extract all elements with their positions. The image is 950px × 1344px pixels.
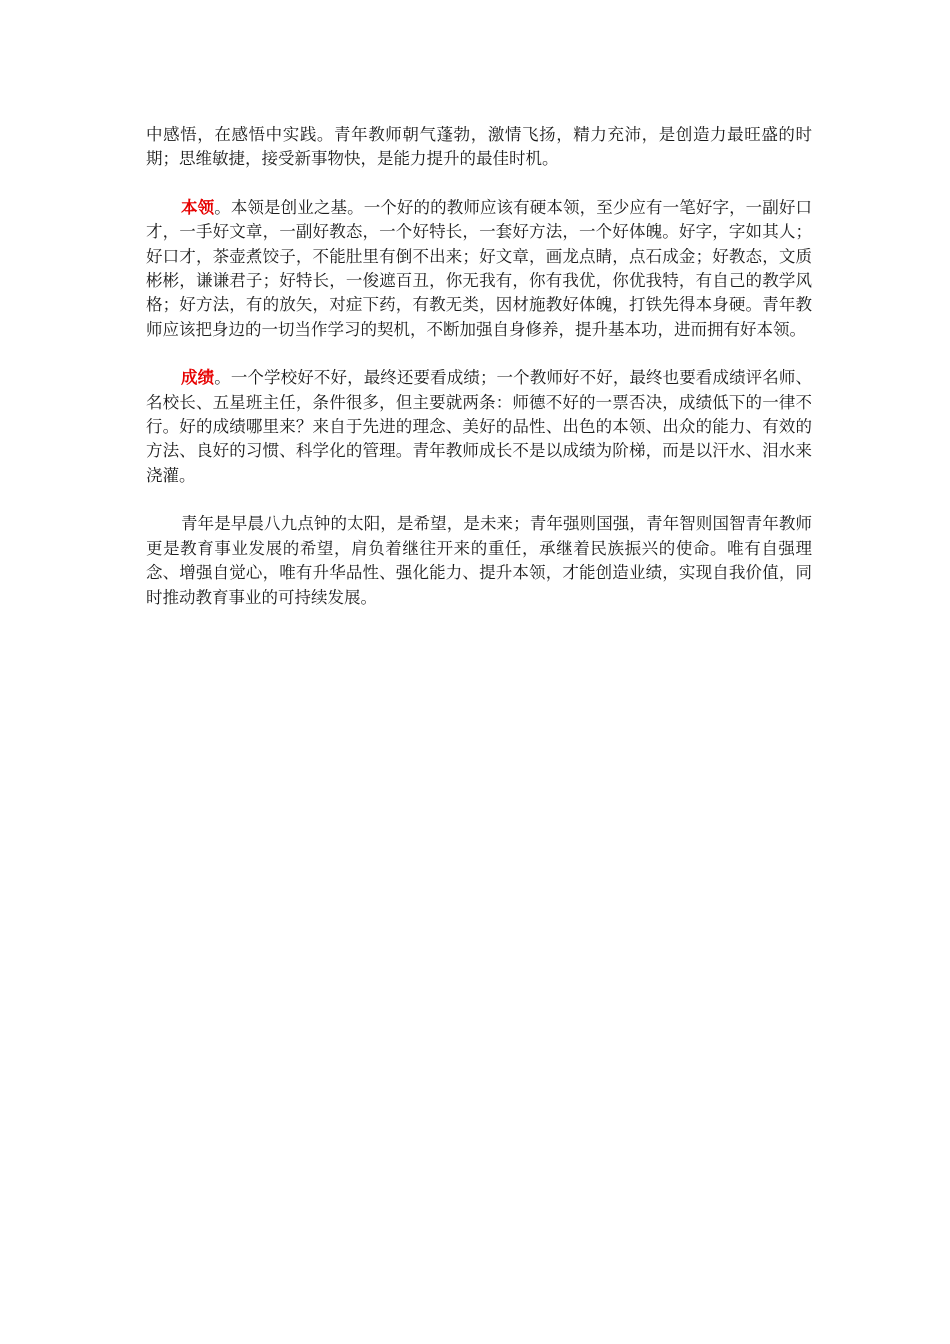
keyword-results: 成绩 bbox=[181, 368, 215, 388]
paragraph-conclusion bbox=[146, 512, 812, 610]
paragraph-results bbox=[146, 366, 812, 488]
paragraph-text: 。本领是创业之基。一个好的的教师应该有硬本领，至少应有一笔好字，一副好口才，一手好文章，一副好教态，一个好特长，一套好方法，一个好体魄。好字，字如其人；好口才，茶壶煮饺子，不能肚里有倒不出来；好文章，画龙点睛，点石成金；好教态，文质彬彬，谦谦君子；好特长，一俊遮百丑，你无我有，你有我优，你优我特，有自己的教学风格；好方法，有的放矢，对症下药，有教无类，因材施教好体魄，打铁先得本身硬。青年教师应该把身边的一切当作学习的契机，不断加强自身修养，提升基本功，进而拥有好本领。 bbox=[146, 197, 813, 339]
paragraph-intro-continuation bbox=[146, 123, 812, 172]
paragraph-text: 中感悟，在感悟中实践。青年教师朝气蓬勃，激情飞扬，精力充沛，是创造力最旺盛的时期；思维敏捷，接受新事物快，是能力提升的最佳时机。 bbox=[146, 125, 812, 169]
paragraph-skills bbox=[146, 196, 812, 342]
paragraph-text: 。一个学校好不好，最终还要看成绩；一个教师好不好，最终也要看成绩评名师、名校长、五星班主任，条件很多，但主要就两条：师德不好的一票否决，成绩低下的一律不行。好的成绩哪里来？来自于先进的理念、美好的品性、出色的本领、出众的能力、有效的方法、良好的习惯、科学化的管理。青年教师成长不是以成绩为阶梯，而是以汗水、泪水来浇灌。 bbox=[146, 368, 813, 485]
paragraph-text: 青年是早晨八九点钟的太阳，是希望，是未来；青年强则国强，青年智则国智青年教师更是教育事业发展的希望，肩负着继往开来的重任，承继着民族振兴的使命。唯有自强理念、增强自觉心，唯有升华品性、强化能力、提升本领，才能创造业绩，实现自我价值，同时推动教育事业的可持续发展。 bbox=[146, 514, 812, 607]
document-body bbox=[146, 123, 812, 634]
keyword-skills: 本领 bbox=[181, 197, 215, 217]
